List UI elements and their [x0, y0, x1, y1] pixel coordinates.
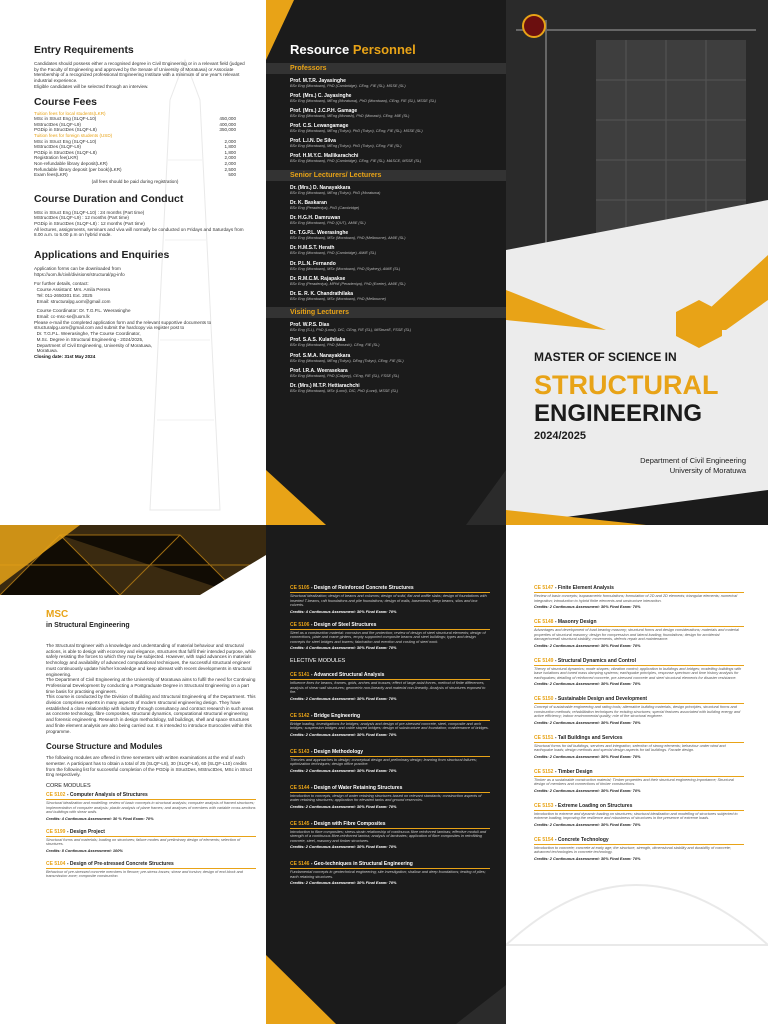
person-degrees: BSc Eng (Peradeniya), PhD (Cambridge) — [290, 206, 360, 211]
cover-footer-decor — [506, 490, 768, 525]
person-name: Prof. S.M.A. Nanayakkara — [290, 352, 351, 359]
fee-label: Registration fee(LKR) — [34, 155, 79, 161]
module-credits: Credits: 2 Continuous Assessment: 30% Final Exam: 70% — [290, 880, 397, 885]
module-block — [46, 792, 256, 821]
person-entry — [290, 368, 495, 379]
module-credits: Credits: 2 Continuous Assessment: 30% Final Exam: 70% — [534, 642, 641, 648]
module-title — [534, 769, 744, 777]
person-entry — [290, 383, 495, 394]
person-name: Prof. (Mrs.) J.C.P.H. Gamage — [290, 108, 358, 115]
person-name: Dr. R.M.C.M. Rajapakse — [290, 275, 346, 282]
fee-value: 2,000 — [224, 155, 236, 161]
module-block — [534, 619, 744, 648]
module-code: CE 5152 — [534, 768, 554, 775]
fees-local-head: Tuition fees for local students(LKR) — [34, 110, 106, 116]
person-degrees: BSc Eng (Moratuwa), MEng (Tokyo), DEng (Tokyo), CEng, FIE (SL) — [290, 358, 404, 363]
module-description: Structural idealization and modelling: review of basic concepts in structural analysis; computer analysis of framed structures; implementation of computer analysis: plastic analysis of plane frames; and analyses of members with variable cross-sections and buildings with shear walls. — [46, 801, 256, 815]
apps-line: Tel: 011-2650301 Ext. 2025 — [34, 292, 93, 298]
module-name: - Concrete Technology — [553, 836, 609, 843]
person-name: Dr. (Mrs.) D. Nanayakkara — [290, 185, 351, 192]
module-title — [534, 658, 744, 666]
cover-department: Department of Civil Engineering — [640, 456, 746, 465]
module-block — [46, 829, 256, 853]
professors-heading: Professors — [266, 63, 506, 74]
person-entry — [290, 276, 495, 287]
person-degrees: BSc Eng (Moratuwa), MSc (Moratuwa), PhD (Sydney), AMIE (SL) — [290, 266, 401, 271]
person-degrees: BSc Eng (Moratuwa), MSc (Moratuwa), PhD (Melbourne), AMIE (SL) — [290, 236, 406, 241]
person-entry — [290, 138, 495, 149]
fee-value: 1,800 — [224, 149, 236, 155]
module-title — [290, 785, 490, 793]
module-credits: Credits: 4 Continuous Assessment: 30 % Final Exam: 70% — [46, 815, 154, 821]
person-entry — [290, 261, 495, 272]
module-credits: Credits: 2 Continuous Assessment: 30% Final Exam: 70% — [534, 604, 641, 609]
module-credits: Credits: 2 Continuous Assessment: 30% Final Exam: 70% — [534, 855, 641, 861]
module-code: CE 5141 — [290, 672, 310, 678]
fee-value: 2,000 — [224, 138, 236, 144]
module-credits: Credits: 4 Continuous Assessment: 30% Final Exam: 70% — [290, 645, 397, 650]
senior-list — [290, 185, 495, 301]
professors-list — [290, 78, 495, 164]
module-name: - Timber Design — [553, 768, 593, 775]
module-description: Structural forms for tall buildings, services and integration, selection of strong elements; behaviour under wind and earthquake loads; design methods and special design aspects for tall buildings. Facade design. — [534, 743, 726, 752]
module-description: Concept of sustainable engineering and rating tools; alternative building materials, design principles, structural forms and construction methods; rehabilitation techniques for existing structures; special features associated with building energy and active efficiency; indoor environmental quality; role of the structural engineer. — [534, 705, 741, 718]
module-code: CE 5151 — [534, 734, 554, 741]
module-block — [534, 803, 744, 827]
module-title — [290, 861, 490, 869]
person-name: Dr. T.G.P.L. Weerasinghe — [290, 230, 349, 237]
module-code: CE 5147 — [534, 585, 554, 591]
module-title — [290, 672, 490, 680]
duration-line: MSc in Struct Eng (SLQF-L10) : 24 months (Part time) — [34, 209, 145, 215]
core-heading: CORE MODULES — [46, 783, 91, 790]
module-description: Theory of structural dynamics; mode shapes; vibration control; application to buildings and bridges; modelling buildings with base isolations and tuned mass damping systems; earthquake principles, response spectrum and time history analysis for earthquakes; detailing of reinforced concrete, pre-stressed concrete and steel structural elements for disaster resistance. — [534, 666, 742, 680]
right-modules-content — [534, 585, 744, 871]
duration-line: PGDip in StructDes (SLQF-L8) : 12 months (Part time) — [34, 220, 145, 226]
cover-title-2: ENGINEERING — [534, 400, 703, 427]
module-credits: Credits: 2 Continuous Assessment: 30% Final Exam: 70% — [534, 681, 641, 686]
module-title — [534, 735, 744, 743]
module-block — [534, 696, 744, 725]
intro-content — [46, 609, 256, 887]
elective-modules-list — [290, 672, 490, 885]
module-title — [534, 837, 744, 845]
apps-title: Applications and Enquiries — [34, 249, 170, 262]
person-name: Prof. H.M.Y.C. Mallikarachchi — [290, 153, 359, 160]
right-modules-list — [534, 585, 744, 861]
apps-line: Please e-mail the completed application form and the relevant supportive documents to structuralpg.uom@gmail.com and submit the hardcopy via register post to — [34, 319, 213, 331]
module-title — [290, 622, 490, 630]
person-degrees: BSc Eng (Moratuwa), PhD (Calgary), CEng, FIE (SL), FSSE (SL) — [290, 373, 400, 378]
module-name: - Design Project — [65, 828, 105, 835]
person-entry — [290, 78, 495, 89]
module-block — [534, 658, 744, 687]
module-name: - Design of Reinforced Concrete Structures — [309, 585, 414, 591]
elective-heading: ELECTIVE MODULES — [290, 658, 346, 664]
cover-title-1: STRUCTURAL — [534, 370, 719, 400]
person-entry — [290, 337, 495, 348]
person-degrees: BSc Eng (Moratuwa), PhD (Cambridge), CEng, FIE (SL), MASCE, MSSE (SL) — [290, 159, 422, 164]
module-block — [534, 735, 744, 759]
module-name: - Geo-techniques in Structural Engineering — [309, 861, 413, 867]
module-code: CE 5148 — [534, 619, 554, 625]
person-name: Dr. H.M.S.T. Herath — [290, 245, 335, 252]
fee-value: 1,800 — [224, 144, 236, 150]
module-description: Introduction to concrete; concrete at early age; the structure, strength, dimensional stability and durability of concrete; advanced technologies in concrete technology. — [534, 845, 731, 854]
person-entry — [290, 153, 495, 164]
person-degrees: BSc Eng (Moratuwa), MEng (Tokyo), PhD (Tokyo), CEng, FIE (SL) — [290, 144, 402, 149]
fees-foreign-list — [34, 139, 236, 178]
module-credits: Credits: 2 Continuous Assessment: 30% Final Exam: 70% — [290, 767, 397, 773]
core-modules-list — [46, 792, 256, 879]
module-code: CE 5145 — [290, 820, 310, 827]
module-block — [290, 585, 490, 614]
module-description: Timber as a sustainable construction material; Timber properties and their structural engineering importance; Structural design of members and connections of timber constructions. — [534, 777, 734, 786]
module-credits: Credits: 2 Continuous Assessment: 30% Final Exam: 70% — [534, 719, 641, 725]
module-title — [534, 585, 744, 593]
module-name: - Design of Water Retaining Structures — [309, 784, 403, 791]
person-degrees: BSc Eng (Moratuwa), PhD (Monash), CEng, FIE (SL) — [290, 343, 380, 348]
fee-value: 2,000 — [224, 161, 236, 167]
module-block — [46, 861, 256, 879]
fees-title: Course Fees — [34, 95, 98, 108]
person-entry — [290, 123, 495, 134]
module-code: CE 5106 — [290, 621, 310, 628]
person-name: Dr. E. R. K. Chandrathilaka — [290, 290, 354, 297]
module-credits: Credits: 8 Continuous Assessment: 100% — [46, 847, 123, 853]
module-description: Structural idealization; design of beams and columns; design of solid, flat and waffle slabs; design of foundations with inserted T-beams, raft foundations and pile foundations; design of walls, basements, deep beams, silos and box culverts. — [290, 594, 487, 607]
module-code: CE 5143 — [290, 748, 310, 755]
core-modules-cont — [290, 585, 490, 650]
apps-line: Moratuwa. — [34, 348, 59, 354]
cover-title-block — [534, 350, 754, 442]
cover-year: 2024/2025 — [534, 430, 586, 442]
module-title — [290, 821, 490, 829]
apps-line: Department of Civil Engineering, University of Moratuwa, — [34, 342, 152, 348]
apps-line: For further details, contact: — [34, 281, 89, 287]
module-name: - Computer Analysis of Structures — [65, 792, 148, 799]
module-credits: Credits: 2 Continuous Assessment: 30% Final Exam: 70% — [290, 844, 397, 849]
person-name: Prof. C.S. Lewangamage — [290, 123, 349, 130]
module-description: Structural forms and materials; loading on structures; failure modes and preliminary design of elements; selection of structures. — [46, 837, 241, 847]
fee-value: 400,000 — [219, 121, 236, 127]
module-code: CE 5150 — [534, 696, 554, 702]
module-title — [534, 803, 744, 811]
apps-line: Course Coordinator: Dr. T.G.P.L. Weerasinghe — [34, 308, 131, 314]
resource-title — [290, 42, 495, 57]
module-code: CE 5104 — [46, 860, 66, 867]
module-code: CE 5199 — [46, 828, 66, 835]
person-name: Dr. K. Baskaran — [290, 200, 327, 207]
fee-value: 450,000 — [219, 116, 236, 122]
module-name: - Masonry Design — [553, 619, 597, 625]
closing-date: Closing date: 31st May 2024 — [34, 353, 96, 359]
module-block — [534, 837, 744, 861]
intro-msc: MSC — [46, 609, 69, 620]
module-block — [290, 622, 490, 651]
modules-right-panel — [506, 525, 768, 1024]
visiting-list — [290, 322, 495, 393]
module-code: CE 5142 — [290, 712, 310, 719]
construction-photo — [506, 0, 768, 525]
fee-label: Non-refundable library deposit(LKR) — [34, 161, 108, 167]
person-entry — [290, 291, 495, 302]
entry-note: Eligible candidates will be selected through an interview. — [34, 83, 149, 89]
brochure-inside — [0, 525, 768, 1024]
module-name: - Sustainable Design and Development — [553, 696, 648, 702]
left-panel — [0, 0, 266, 525]
intro-p3: This course is conducted by the Division of Building and Structural Engineering of the Department. This division comprises experts in many aspects of modern structural engineering design. They have established a close relationship with industry through consultancy and contract research in such areas as concrete technology, fibre composites, structural dynamics, computational structural engineering and forensic engineering. Research in design methodology, tall buildings, shell and space structures and finite element analysis are also being carried out. It is intended to introduce Eurocodes within this programme. — [46, 694, 256, 734]
module-code: CE 5102 — [46, 792, 66, 799]
person-degrees: BSc Eng (Moratuwa), MSc (Moratuwa), PhD (Melbourne) — [290, 296, 387, 301]
person-name: Dr. H.G.H. Damruwan — [290, 215, 341, 222]
person-degrees: BSc Eng (Moratuwa), MEng (Tokyo), PhD (Tokyo), CEng, FIE (SL), MSSE (SL) — [290, 129, 423, 134]
person-name: Prof. W.P.S. Dias — [290, 322, 330, 329]
module-code: CE 5144 — [290, 784, 310, 791]
fee-label: MStructDes (SLQF-L9) — [34, 121, 81, 127]
person-name: Prof. S.A.S. Kulathilaka — [290, 337, 346, 344]
module-description: Introduction to extreme and dynamic loading on structures; structural idealization and modelling of structures subjected to extreme loading; improving the resilience and robustness of structures in the presence of extreme loads. — [534, 811, 738, 820]
fee-value: 500 — [228, 172, 236, 178]
person-name: Prof. (Mrs.) C. Jayasinghe — [290, 93, 352, 100]
intro-p1: The Structural Engineer with a knowledge and understanding of material behaviour and structural actions, is able to design with economy and elegance, structures that fulfil their intended purpose, while safely resisting the forces to which they may be subjected. However, with rapid advances in materials technology and availability of advanced computational techniques, the successful structural engineer must continuously update his/her knowledge and keep abreast with recent developments in structural engineering. — [46, 643, 256, 677]
cover-dept-block — [506, 456, 746, 476]
resource-panel — [266, 0, 506, 525]
module-credits: Credits: 2 Continuous Assessment: 30% Final Exam: 70% — [290, 803, 397, 809]
module-title — [290, 713, 490, 721]
person-degrees: BSc Eng (S.L), PhD (Lond), DIC, CEng, FIE (SL), MIStructE, FSSE (SL) — [290, 328, 412, 333]
module-name: - Design with Fibre Composites — [309, 820, 386, 827]
module-name: - Design of Pre-stressed Concrete Structures — [65, 860, 174, 867]
module-name: - Extreme Loading on Structures — [553, 802, 633, 809]
module-credits: Credits: 2 Continuous Assessment: 30% Final Exam: 70% — [290, 731, 397, 737]
module-block — [290, 785, 490, 809]
module-title — [534, 696, 744, 704]
fee-value: 350,000 — [219, 127, 236, 133]
intro-panel — [0, 525, 266, 1024]
module-name: - Structural Dynamics and Control — [553, 657, 636, 664]
module-description: Advantages and development of load bearing masonry; structural forms and design considerations; materials and material properties of structural masonry; design for compression and lateral loading; foundations; design for accidental damage/overall structural stability; movements, defects repair and maintenance. — [534, 628, 739, 641]
apps-line: https://uom.lk/civil/divisions/structural/pg-info — [34, 271, 125, 277]
module-description: Introduction to concepts, design of water retaining structures based on relevant standards; construction aspects of water retaining structures; application for elevated tanks and ground reservoirs. — [290, 793, 482, 802]
cover-university: University of Moratuwa — [669, 466, 746, 475]
intro-header-image — [0, 525, 266, 595]
left-content — [34, 44, 246, 360]
person-degrees: BSc Eng (Moratuwa), MSc (Lond), DIC, PhD (Lond), MSSE (SL) — [290, 388, 399, 393]
module-block — [290, 749, 490, 773]
module-name: - Bridge Engineering — [309, 712, 361, 719]
module-title — [534, 619, 744, 627]
module-credits: Credits: 2 Continuous Assessment: 30% Final Exam: 70% — [290, 695, 397, 701]
entry-title: Entry Requirements — [34, 44, 134, 56]
structure-text: The following modules are offered in three semesters with written examinations at the end of each semester. A participant has to obtain a total of 25 (SLQF-L8), 30 (SLQF-L9), 60 (SLQF-L10) credits from the following list for successful completion of the PGDip in StructDes, MStructDes, MSc in Struct Eng respectively. — [46, 755, 253, 778]
duration-title: Course Duration and Conduct — [34, 192, 184, 205]
person-entry — [290, 322, 495, 333]
module-title — [46, 861, 256, 869]
person-entry — [290, 108, 495, 119]
person-entry — [290, 185, 495, 196]
duration-line: MStructDes (SLQF-L9) : 12 months (Part time) — [34, 215, 129, 221]
fee-label: PGDip in StructDes (SLQF-L8) — [34, 127, 97, 133]
fee-label: MStructDes (SLQF-L9) — [34, 144, 81, 150]
fee-label: MSc in Struct Eng (SLQF-L10) — [34, 138, 97, 144]
senior-heading: Senior Lecturers/ Lecturers — [266, 170, 506, 181]
module-description: Fundamental concepts in geotechnical engineering; site investigation; shallow and deep foundations; testing of piles; earth retaining structures. — [290, 870, 486, 879]
fee-row — [34, 172, 236, 178]
module-block — [290, 861, 490, 885]
person-degrees: BSc Eng (Moratuwa), MEng (Monash), PhD (Monash), CEng, MIE (SL) — [290, 114, 410, 119]
structure-title: Course Structure and Modules — [46, 742, 163, 752]
module-credits: Credits: 4 Continuous Assessment: 30% Final Exam: 70% — [290, 608, 397, 614]
module-name: - Design of Steel Structures — [309, 621, 377, 628]
module-title — [290, 585, 490, 593]
university-logo — [522, 14, 546, 38]
module-code: CE 5153 — [534, 802, 554, 809]
module-title — [46, 829, 256, 837]
apps-line: M.Sc. Degree in Structural Engineering - 2024/2025, — [34, 336, 144, 342]
module-code: CE 5105 — [290, 585, 310, 591]
module-description: Bridge loading, investigations for bridges; analysis and design of pre-stressed concrete, steel, composite and arch bridges; suspension bridges and cable stayed bridges; design of substructure and foundation; maintenance of bridges. — [290, 721, 489, 730]
person-entry — [290, 93, 495, 104]
module-code: CE 5149 — [534, 657, 554, 664]
fees-footnote: (all fees should be paid during registration) — [91, 178, 179, 184]
module-code: CE 5146 — [290, 861, 310, 867]
module-code: CE 5154 — [534, 836, 554, 843]
modules-panel — [266, 525, 506, 1024]
module-title — [46, 792, 256, 800]
module-name: - Design Methodology — [309, 748, 364, 755]
fee-label: Exam fees(LKR) — [34, 172, 68, 178]
module-credits: Credits: 2 Continuous Assessment: 30% Final Exam: 70% — [534, 753, 641, 759]
duration-line: All lectures, assignments, seminars and viva will normally be conducted on Fridays and Saturdays from 8.00 a.m. to 5.00 p.m on hybrid mode. — [34, 226, 244, 238]
modules-content — [290, 585, 490, 897]
apps-text — [34, 266, 246, 354]
person-entry — [290, 230, 495, 241]
resource-title-a: Resource — [290, 42, 353, 57]
person-entry — [290, 245, 495, 256]
person-degrees: BSc Eng (Peradeniya), MPhil (Peradeniya), PhD (Exeter), AMIE (SL) — [290, 281, 406, 286]
resource-title-b: Personnel — [352, 42, 416, 57]
fees-foreign-head: Tuition fees for foreign students (USD) — [34, 133, 113, 138]
module-block — [534, 769, 744, 793]
module-description: Influence lines for beams, frames, grids, arches and trusses; effect of large axial forces, method of finite differences, analysis of shear wall structures; geometric non-linearity and material non-linearity. Analysis of structures exposed to fire. — [290, 681, 486, 694]
entry-text: Candidates should possess either a recognised degree in Civil Engineering or in a relevant field (judged by the Faculty of Engineering and approved by the Senate of University of Moratuwa) or Associate Membership of a recognized professional Engineering Institute with a minimum of one year's relevant industrial experience. — [34, 61, 245, 84]
person-name: Prof. I.R.A. Weerasekara — [290, 367, 348, 374]
module-name: - Finite Element Analysis — [553, 585, 614, 591]
fee-label: MSc in Struct Eng (SLQF-L10) — [34, 116, 97, 122]
cover-program: MASTER OF SCIENCE IN — [534, 350, 677, 364]
fees-local-list — [34, 116, 236, 133]
module-description: Introduction to fibre composites; stress-strain relationship of continuous fibre reinforced laminas; effective moduli and strength of a continuous fibre-reinforced lamina; analysis of laminates; application of fibre composites in retrofitting concrete, steel, masonry and timber structures. — [290, 829, 487, 843]
person-name: Dr. (Mrs.) M.T.P. Hettiarachchi — [290, 382, 360, 389]
module-credits: Credits: 2 Continuous Assessment: 30% Final Exam: 70% — [534, 821, 641, 827]
person-name: Dr. P.L.N. Fernando — [290, 260, 336, 267]
module-block — [290, 821, 490, 850]
fee-label: PGDip in StructDes (SLQF-L8) — [34, 149, 97, 155]
person-degrees: BSc Eng (Moratuwa), PhD (QUT), AMIE (SL) — [290, 221, 366, 226]
module-description: Theories and approaches to design; conceptual design and preliminary design; learning from structural failures; optimization techniques; design office practice. — [290, 757, 477, 766]
module-block — [534, 585, 744, 609]
fees-table — [34, 111, 246, 185]
person-entry — [290, 200, 495, 211]
duration-text — [34, 210, 246, 239]
apps-line: Dr. T.G.P.L. Weerasinghe, The Course Coordinator, — [34, 331, 141, 337]
person-name: Prof. L.I.N. De Silva — [290, 138, 336, 145]
intro-p2: The Department of Civil Engineering at the University of Moratuwa aims to fulfil the need for Continuing Professional Development by conducting a Postgraduate Degree in Structural Engineering on a part time basis for practising engineers. — [46, 677, 256, 694]
module-description: Steel as a construction material: corrosion and fire protection; review of design of steel structural elements; design of connections, plate and crane girders, empty supported composite beams and steel buildings; types and design concepts for steel bridges and towers; fabrication and erection and costing of steel work. — [290, 630, 486, 644]
apps-line: Email: cc-msc-se@uom.lk — [34, 314, 90, 319]
person-name: Prof. M.T.R. Jayasinghe — [290, 78, 346, 84]
apps-line: Application forms can be downloaded from — [34, 266, 121, 272]
intro-sub: in Structural Engineering — [46, 622, 130, 629]
module-block — [290, 672, 490, 701]
person-entry — [290, 353, 495, 364]
module-description: Behaviour of pre-stressed concrete members in flexure; pre-stress losses; shear and torsion; design of end block and transmission zone; composite construction. — [46, 869, 243, 879]
visiting-heading: Visiting Lecturers — [266, 307, 506, 318]
module-name: - Tall Buildings and Services — [553, 734, 623, 741]
module-block — [290, 713, 490, 737]
cover-panel — [506, 0, 768, 525]
person-degrees: BSc Eng (Moratuwa), PhD (Cambridge), CEng, FIE (SL), MSSE (SL) — [290, 84, 406, 88]
module-credits: Credits: 2 Continuous Assessment: 30% Final Exam: 70% — [534, 787, 641, 793]
apps-line: Course Assistant: Mrs. Amila Perera — [34, 287, 111, 293]
person-entry — [290, 215, 495, 226]
resource-content — [290, 42, 495, 398]
fee-label: Refundable library deposit (per book)(LKR) — [34, 166, 122, 172]
person-degrees: BSc Eng (Moratuwa), MEng (Tokyo), PhD (Moratuwa) — [290, 191, 381, 196]
module-description: Review of basic concepts; isoparametric formulations; formulation of 2D and 2D elements; triangular elements; numerical integration; introduction to hybrid finite elements and unstructure interaction. — [534, 594, 738, 603]
module-name: - Advanced Structural Analysis — [309, 672, 385, 678]
person-degrees: BSc Eng (Moratuwa), MEng (Moratuwa), PhD (Moratuwa), CEng, FIE (SL), MSSE (SL) — [290, 99, 437, 104]
module-title — [290, 749, 490, 757]
person-degrees: BSc Eng (Moratuwa), PhD (Cambridge), AMIE (SL) — [290, 251, 377, 256]
fee-value: 2,500 — [224, 166, 236, 172]
apps-line: Email: structuralpg.uom@gmail.com — [34, 298, 111, 304]
